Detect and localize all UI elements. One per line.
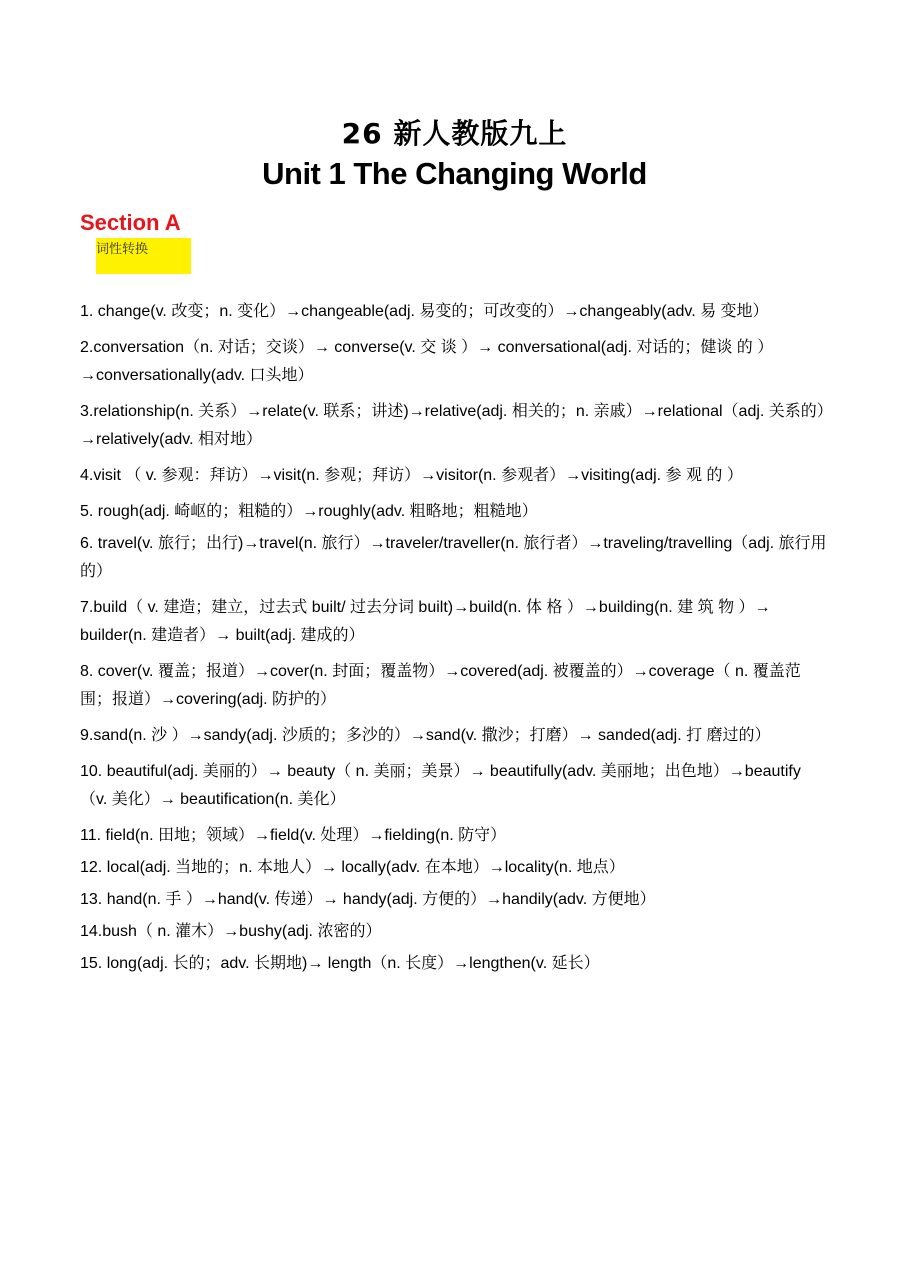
list-item: 8. cover(v. 覆盖；报道）→cover(n. 封面；覆盖物）→covered(adj. 被覆盖的）→coverage（ n. 覆盖范围；报道）→covering(adj. 防护的） [80, 663, 801, 708]
list-item: 15. long(adj. 长的；adv. 长期地)→ length（n. 长度）→lengthen(v. 延长） [80, 955, 600, 972]
word-form-list [80, 298, 828, 982]
document-title-line1: 26 新人教版九上 [341, 117, 568, 150]
list-item: 5. rough(adj. 崎岖的；粗糙的）→roughly(adv. 粗略地；粗糙地） [80, 503, 538, 520]
list-item: 12. local(adj. 当地的；n. 本地人）→ locally(adv. 在本地）→locality(n. 地点） [80, 859, 625, 876]
list-item: 3.relationship(n. 关系）→relate(v. 联系；讲述)→relative(adj. 相关的；n. 亲戚）→relational（adj. 关系的）→relatively(adv. 相对地） [80, 403, 825, 448]
list-item: 11. field(n. 田地；领域）→field(v. 处理）→fielding(n. 防守） [80, 827, 507, 844]
list-item: 6. travel(v. 旅行；出行)→travel(n. 旅行）→traveler/traveller(n. 旅行者）→traveling/travelling（adj. 旅行用的） [80, 535, 827, 580]
document-title-line2: Unit 1 The Changing World [262, 156, 647, 191]
list-item: 13. hand(n. 手 ）→hand(v. 传递）→ handy(adj. 方便的）→handily(adv. 方便地） [80, 891, 656, 908]
list-item: 1. change(v. 改变；n. 变化）→changeable(adj. 易变的；可改变的）→changeably(adv. 易 变地） [80, 303, 769, 320]
list-item: 14.bush（ n. 灌木）→bushy(adj. 浓密的） [80, 923, 382, 940]
list-item: 10. beautiful(adj. 美丽的）→ beauty（ n. 美丽；美景）→ beautifully(adv. 美丽地；出色地）→beautify（v. 美化）→ beautification(n. 美化） [80, 763, 801, 808]
section-heading: Section A [80, 210, 181, 235]
list-item: 9.sand(n. 沙 ）→sandy(adj. 沙质的；多沙的）→sand(v. 撒沙；打磨）→ sanded(adj. 打 磨过的） [80, 727, 771, 744]
section-subheading: 词性转换 [96, 242, 149, 257]
list-item: 4.visit （ v. 参观：拜访）→visit(n. 参观；拜访）→visitor(n. 参观者）→visiting(adj. 参 观 的 ） [80, 467, 743, 484]
list-item: 2.conversation（n. 对话；交谈）→ converse(v. 交 谈 ）→ conversational(adj. 对话的；健谈 的 ）→conversationally(adv. 口头地） [80, 339, 774, 384]
list-item: 7.build（ v. 建造；建立，过去式 built/ 过去分词 built)→build(n. 体 格 ）→building(n. 建 筑 物 ）→ builder(n. 建造者）→ built(adj. 建成的） [80, 599, 771, 644]
